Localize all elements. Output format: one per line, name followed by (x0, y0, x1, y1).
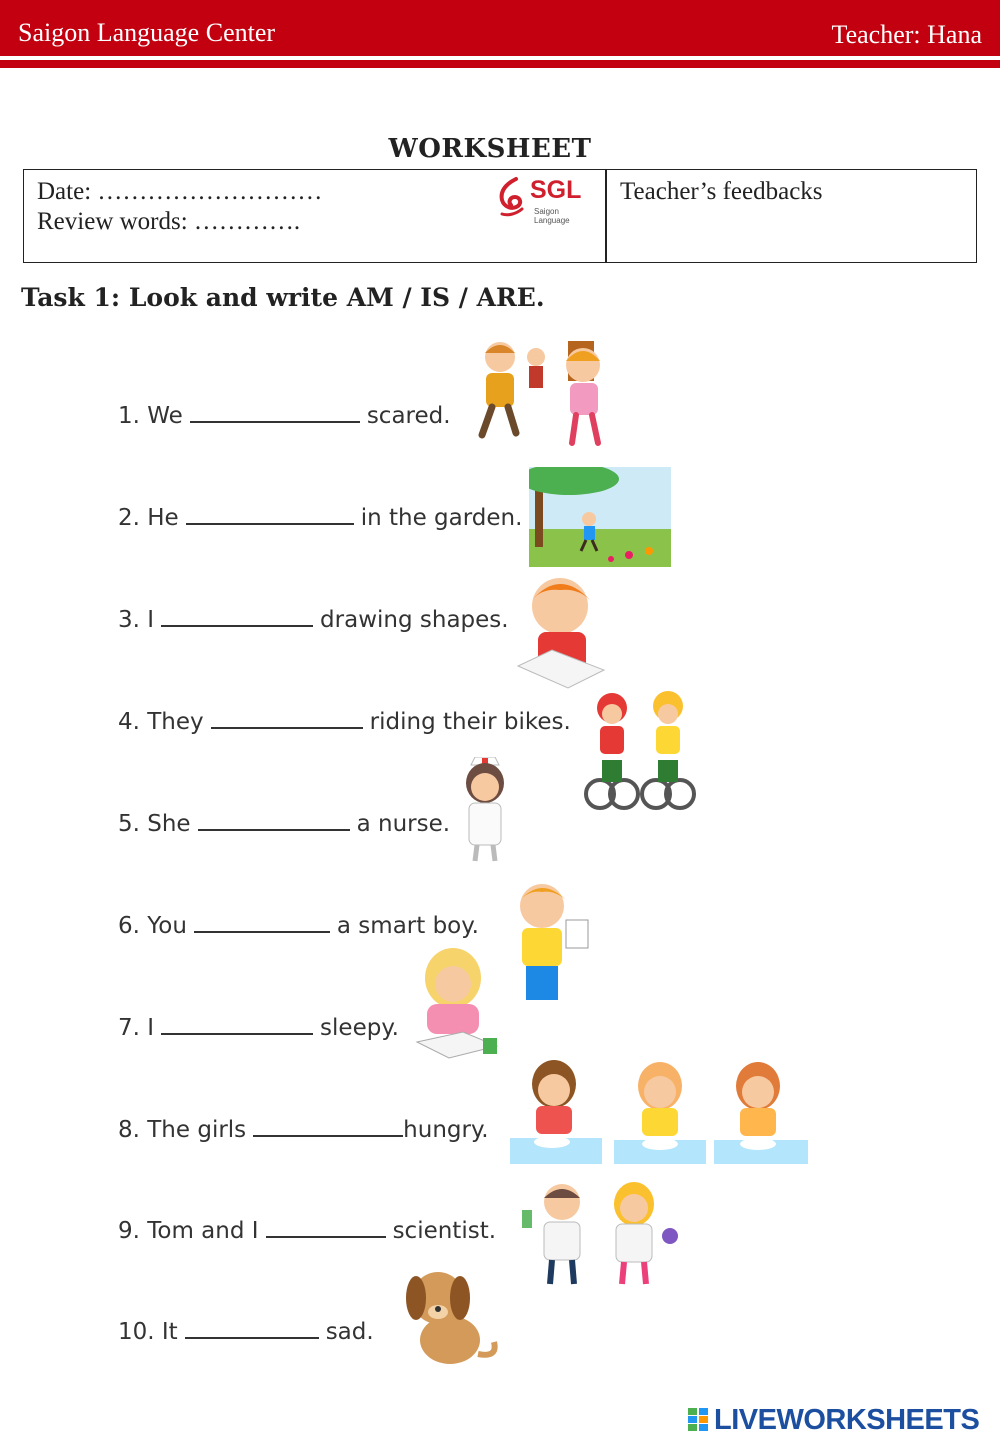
answer-blank-2[interactable] (186, 505, 354, 525)
nurse-illustration (457, 757, 513, 863)
sgl-logo (494, 174, 594, 225)
answer-blank-8[interactable] (253, 1117, 403, 1137)
question-text: scared. (366, 403, 451, 429)
sleepy-girl-illustration (413, 946, 501, 1060)
liveworksheets-text: LIVEWORKSHEETS (714, 1404, 980, 1436)
answer-blank-9[interactable] (266, 1218, 386, 1238)
question-text: 9. Tom and I (118, 1218, 259, 1244)
header-rule (0, 60, 1000, 68)
sad-dog-illustration (398, 1262, 500, 1368)
worksheet-title: WORKSHEET (388, 134, 592, 164)
boy-drawing-illustration (508, 570, 612, 690)
scared-kids-illustration (468, 335, 618, 453)
question-text: 6. You (118, 913, 187, 939)
question-text: riding their bikes. (369, 709, 571, 735)
question-text: drawing shapes. (320, 607, 509, 633)
question-text: 3. I (118, 607, 155, 633)
answer-blank-5[interactable] (198, 811, 350, 831)
question-text: scientist. (392, 1218, 497, 1244)
question-8 (118, 1117, 489, 1143)
answer-blank-1[interactable] (190, 403, 360, 423)
question-text: 4. They (118, 709, 204, 735)
question-4 (118, 709, 571, 735)
info-box (23, 169, 977, 263)
question-text: sleepy. (320, 1015, 399, 1041)
liveworksheets-brand (688, 1404, 988, 1436)
question-text: a nurse. (356, 811, 451, 837)
question-9 (118, 1218, 496, 1244)
question-text: hungry. (403, 1117, 489, 1143)
garden-illustration (529, 467, 671, 567)
question-text: 7. I (118, 1015, 155, 1041)
question-7 (118, 1015, 399, 1041)
scientists-illustration (516, 1180, 680, 1292)
answer-blank-7[interactable] (161, 1015, 313, 1035)
question-text: in the garden. (360, 505, 523, 531)
kids-on-bikes-illustration (584, 690, 702, 816)
teacher-name: Teacher: Hana (831, 20, 982, 49)
teacher-feedback-label: Teacher’s feedbacks (620, 178, 823, 205)
question-10 (118, 1319, 374, 1345)
answer-blank-10[interactable] (185, 1319, 319, 1339)
question-text: a smart boy. (336, 913, 479, 939)
smart-boy-illustration (508, 876, 592, 1004)
answer-blank-3[interactable] (161, 607, 313, 627)
question-1 (118, 403, 451, 429)
review-words-field[interactable]: Review words: …………. (37, 208, 301, 235)
sgl-logo-icon (494, 176, 528, 218)
task-title: Task 1: Look and write AM / IS / ARE. (21, 283, 545, 312)
question-6 (118, 913, 479, 939)
question-text: 1. We (118, 403, 183, 429)
question-5 (118, 811, 450, 837)
answer-blank-4[interactable] (211, 709, 363, 729)
question-2 (118, 505, 522, 531)
date-field[interactable]: Date: ……………………… (37, 178, 323, 205)
question-text: 8. The girls (118, 1117, 247, 1143)
school-name: Saigon Language Center (18, 18, 276, 47)
info-divider (605, 170, 607, 262)
question-3 (118, 607, 509, 633)
hungry-girls-illustration (510, 1058, 810, 1166)
logo-text: SGL (530, 176, 582, 204)
question-text: sad. (325, 1319, 374, 1345)
question-text: 2. He (118, 505, 179, 531)
question-text: 5. She (118, 811, 191, 837)
answer-blank-6[interactable] (194, 913, 330, 933)
logo-subtext: Saigon Language (534, 207, 570, 225)
question-text: 10. It (118, 1319, 178, 1345)
liveworksheets-icon (688, 1408, 710, 1432)
